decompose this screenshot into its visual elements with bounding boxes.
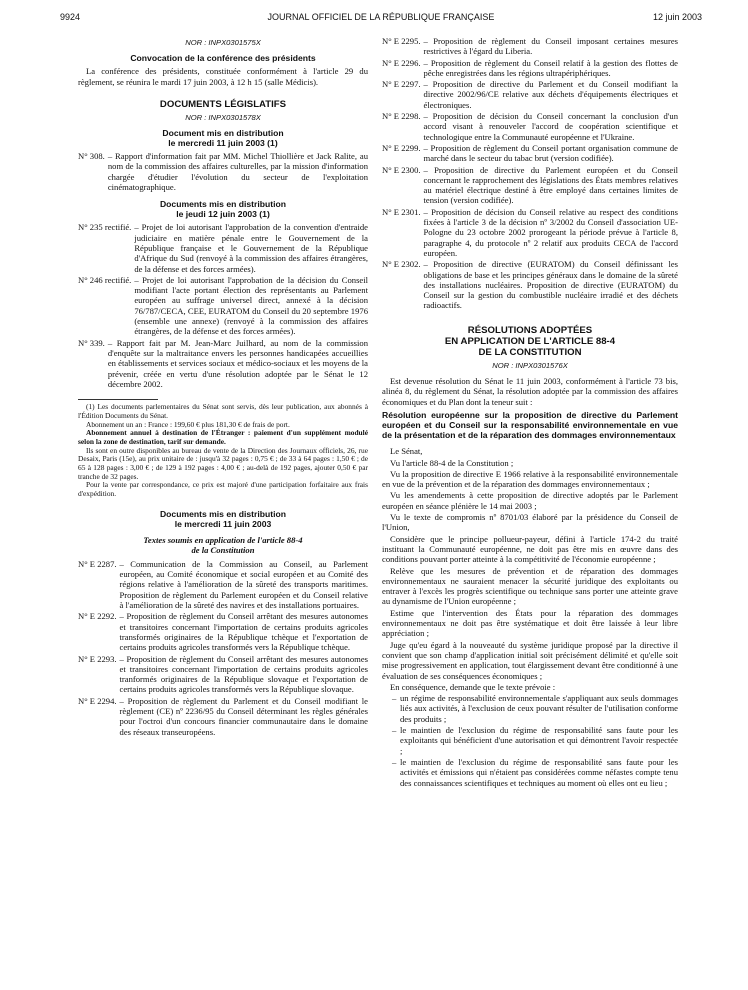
- distribution-heading: Documents mis en distribution le jeudi 12 juin 2003 (1): [159, 199, 287, 220]
- footnote: Pour la vente par correspondance, ce prix est majoré d'une participation forfaitaire aux frais d'expédition.: [78, 480, 368, 499]
- document-entry: N° E 2287. – Communication de la Commission au Conseil, au Parlement européen, au Comité économique et social européen et au Comité des régions relative à l'amélioration de la sûreté des transports maritimes. Proposition de règlement du Parlement européen et du Conseil relative à l'amélioration de la sûreté des navires et des installations portuaires.: [78, 558, 368, 611]
- footnote-divider: [78, 399, 158, 400]
- footnote: Ils sont en outre disponibles au bureau de vente de la Direction des Journaux officiels, 26, rue Desaix, Paris (15e), au prix unitaire de : jusqu'à 32 pages : 0,75 € ; de 33 à 64 pages : 1,50 € ; de 65 à 128 pages : 3,00 € ; de 129 à 192 pages : 4,00 € ; au-delà de 192 pages, ajouter 0,50 € par tranche de 32 pages.: [78, 445, 368, 481]
- footnote: (1) Les documents parlementaires du Sénat sont servis, dès leur publication, aux abonnés à l'Édition Documents du Sénat.: [78, 402, 368, 420]
- page-number: 9924: [60, 12, 81, 22]
- paragraph: Estime que l'intervention des États pour la réparation des dommages environnementaux ne doit pas être systématique et doit être laissée à leur libre appréciation ;: [382, 607, 678, 639]
- distribution-heading: Documents mis en distribution le mercredi 11 juin 2003: [159, 508, 287, 529]
- paragraph: Juge qu'eu égard à la nouveauté du système juridique proposé par la directive il convient que son champ d'application initial soit précisément délimité et qu'elle soit mise progressivement en application, tout élargissement devant être conditionné à une évaluation de ses conséquences économiques ;: [382, 639, 678, 681]
- journal-title: JOURNAL OFFICIEL DE LA RÉPUBLIQUE FRANÇAISE: [267, 12, 495, 22]
- list-item: – un régime de responsabilité environnementale s'appliquant aux seuls dommages liés aux activités, à l'exclusion de ceux pouvant résulter de l'utilisation conforme des produits ;: [392, 693, 678, 724]
- document-entry: N° E 2293. – Proposition de règlement du Conseil arrêtant des mesures autonomes et transitoires concernant l'importation de certains produits agricoles tranformés originaires de la République slovaque et l'exportation de certains produits agricoles transformés vers la République slovaque.: [78, 653, 368, 695]
- document-entry: N° E 2292. – Proposition de règlement du Conseil arrêtant des mesures autonomes et transitoires concernant l'importation de certains produits agricoles transformés originaires de la République tchèque et l'exportation de certains produits agricoles transformés vers la République tchèque.: [78, 611, 368, 653]
- subheading: Textes soumis en application de l'article 88-4 de la Constitution: [143, 534, 303, 555]
- document-entry: N° E 2295. – Proposition de règlement du Conseil imposant certaines mesures restrictives à l'égard du Liberia.: [382, 36, 678, 57]
- document-entry: N° 246 rectifié. – Projet de loi autorisant l'approbation de la décision du Conseil modifiant l'acte portant élection des représentants au Parlement européen au suffrage universel direct, annexé à la décision 76/787/CECA, CEE, EURATOM du Conseil du 20 septembre 1976 (ensemble une annexe) (renvoyé à la commission des affaires étrangères, de la défense et des forces armées).: [78, 274, 368, 337]
- document-entry: N° E 2297. – Proposition de directive du Parlement et du Conseil modifiant la directive 2002/96/CE relative aux déchets d'équipements électriques et électroniques.: [382, 79, 678, 110]
- document-entry: N° E 2300. – Proposition de directive du Parlement européen et du Conseil concernant le rapprochement des législations des États membres relatives au matériel électrique destiné à être employé dans certaines limites de tension (version codifiée).: [382, 164, 678, 206]
- list-item: – le maintien de l'exclusion du régime de responsabilité sans faute pour les exploitants qui bénéficient d'une autorisation et qui démontrent l'avoir respectée ;: [392, 725, 678, 756]
- paragraph: Vu l'article 88-4 de la Constitution ;: [390, 457, 514, 468]
- paragraph: Le Sénat,: [390, 446, 423, 457]
- e-document-list: [382, 36, 678, 311]
- document-entry: N° E 2294. – Proposition de règlement du Parlement et du Conseil modifiant le règlement (CE) nº 2236/95 du Conseil déterminant les règles générales pour l'octroi d'un concours financier communautaire dans le domaine des réseaux transeuropéens.: [78, 695, 368, 737]
- paragraph: Vu la proposition de directive E 1966 relative à la responsabilité environnementale en vue de la prévention et de la réparation des dommages environnementaux ;: [382, 468, 678, 490]
- convocation-text: La conférence des présidents, constituée conformément à l'article 29 du règlement, se réunira le mardi 17 juin 2003, à 12 h 15 (salle Médicis).: [78, 66, 368, 87]
- paragraph: Vu le texte de compromis nº 8701/03 élaboré par la présidence du Conseil de l'Union,: [382, 512, 678, 533]
- document-entry: N° E 2299. – Proposition de règlement du Conseil portant organisation commune de marché dans le secteur du tabac brut (version codifiée).: [382, 142, 678, 164]
- paragraph: Considère que le principe pollueur-payeur, défini à l'article 174-2 du traité instituant la Communauté européenne, ne doit pas être mis en œuvre dans des conditions pouvant porter atteinte à la compétitivité de l'économie européenne ;: [382, 533, 678, 565]
- list-item: – le maintien de l'exclusion du régime de responsabilité sans faute pour les activités et émissions qui n'étaient pas considérées comme néfastes compte tenu des connaissances scientifiques et techniques au moment où elles ont eu lieu ;: [392, 756, 678, 788]
- document-entry: N° 308. – Rapport d'information fait par MM. Michel Thiollière et Jack Ralite, au nom de la commission des affaires culturelles, par la mission d'information chargée d'étudier l'évolution du secteur de l'exploitation cinématographique.: [78, 151, 368, 193]
- document-list: [78, 222, 368, 389]
- page-header: [60, 12, 702, 26]
- document-entry: N° 339. – Rapport fait par M. Jean-Marc Juilhard, au nom de la commission d'enquête sur la maltraitance envers les personnes handicapées accueillies en établissements et services sociaux et médico-sociaux et les moyens de la prévenir, créée en vertu d'une résolution adoptée par le Sénat le 12 décembre 2002.: [78, 337, 368, 389]
- resolution-title: Résolution européenne sur la proposition de directive du Parlement européen et du Conseil sur la responsabilité environnementale en vue de la présentation et de la réparation des dommages environnementaux: [382, 409, 678, 440]
- e-document-list: [78, 559, 368, 737]
- document-entry: N° E 2296. – Proposition de règlement du Conseil relatif à la gestion des flottes de pêche enregistrées dans les régions ultrapériphériques.: [382, 57, 678, 78]
- document-entry: N° E 2301. – Proposition de décision du Conseil relative au respect des conditions fixées à l'article 3 de la décision nº 3/2002 du Conseil d'association UE-Pologne du 23 octobre 2002 prorogeant la période prévue à l'article 8, paragraphe 4, du protocole nº 2 relatif aux produits CECA de l'accord européen.: [382, 206, 678, 258]
- convocation-heading: Convocation de la conférence des présidents: [130, 53, 316, 64]
- section-heading: DOCUMENTS LÉGISLATIFS: [159, 98, 287, 110]
- resolution-body: [382, 446, 678, 788]
- nor-reference: NOR : INPX0301578X: [185, 112, 261, 122]
- paragraph: Vu les amendements à cette proposition de directive adoptés par le Parlement européen en séance plénière le 14 mai 2003 ;: [382, 490, 678, 511]
- nor-reference: NOR : INPX0301576X: [492, 360, 568, 370]
- left-column: [78, 36, 368, 738]
- document-entry: N° 235 rectifié. – Projet de loi autorisant l'approbation de la convention d'entraide judiciaire en matière pénale entre le Gouvernement de la République française et le Gouvernement de la République d'Afrique du Sud (renvoyé à la commission des affaires étrangères, de la défense et des forces armées).: [78, 222, 368, 274]
- right-column: [382, 36, 678, 789]
- paragraph: En conséquence, demande que le texte prévoie :: [390, 681, 556, 692]
- resolutions-heading: RÉSOLUTIONS ADOPTÉES EN APPLICATION DE L'ARTICLE 88-4 DE LA CONSTITUTION: [444, 324, 616, 358]
- distribution-heading: Document mis en distribution le mercredi 11 juin 2003 (1): [162, 128, 284, 149]
- document-entry: N° E 2298. – Proposition de décision du Conseil concernant la conclusion d'un accord visant à renouveler l'accord de coopération scientifique et technologique entre la Communauté européenne et l'Ukraine.: [382, 111, 678, 142]
- footnote: Abonnement annuel à destination de l'Étranger : paiement d'un supplément modulé selon la zone de destination, tarif sur demande.: [78, 428, 368, 446]
- footnote: Abonnement un an : France : 199,60 € plus 181,30 € de frais de port.: [86, 419, 290, 429]
- document-entry: N° E 2302. – Proposition de directive (EURATOM) du Conseil définissant les obligations de base et les principes généraux dans le domaine de la sûreté des installations nucléaires. Proposition de directive (EURATOM) du Conseil sur la gestion du combustible nucléaire irradié et des déchets radioactifs.: [382, 259, 678, 311]
- resolution-intro: Est devenue résolution du Sénat le 11 juin 2003, conformément à l'article 73 bis, alinéa 8, du règlement du Sénat, la résolution adoptée par la commission des affaires économiques et du Plan dont la teneur suit :: [382, 376, 678, 407]
- paragraph: Relève que les mesures de prévention et de réparation des dommages environnementaux ne sauraient menacer la sécurité juridique des exploitants ou entraver à l'excès les progrès scientifique ou technique sans porter une atteinte grave au dynamisme de l'Union européenne ;: [382, 565, 678, 607]
- footnotes: [78, 403, 368, 499]
- issue-date: 12 juin 2003: [652, 12, 702, 22]
- nor-reference: NOR : INPX0301575X: [185, 38, 261, 47]
